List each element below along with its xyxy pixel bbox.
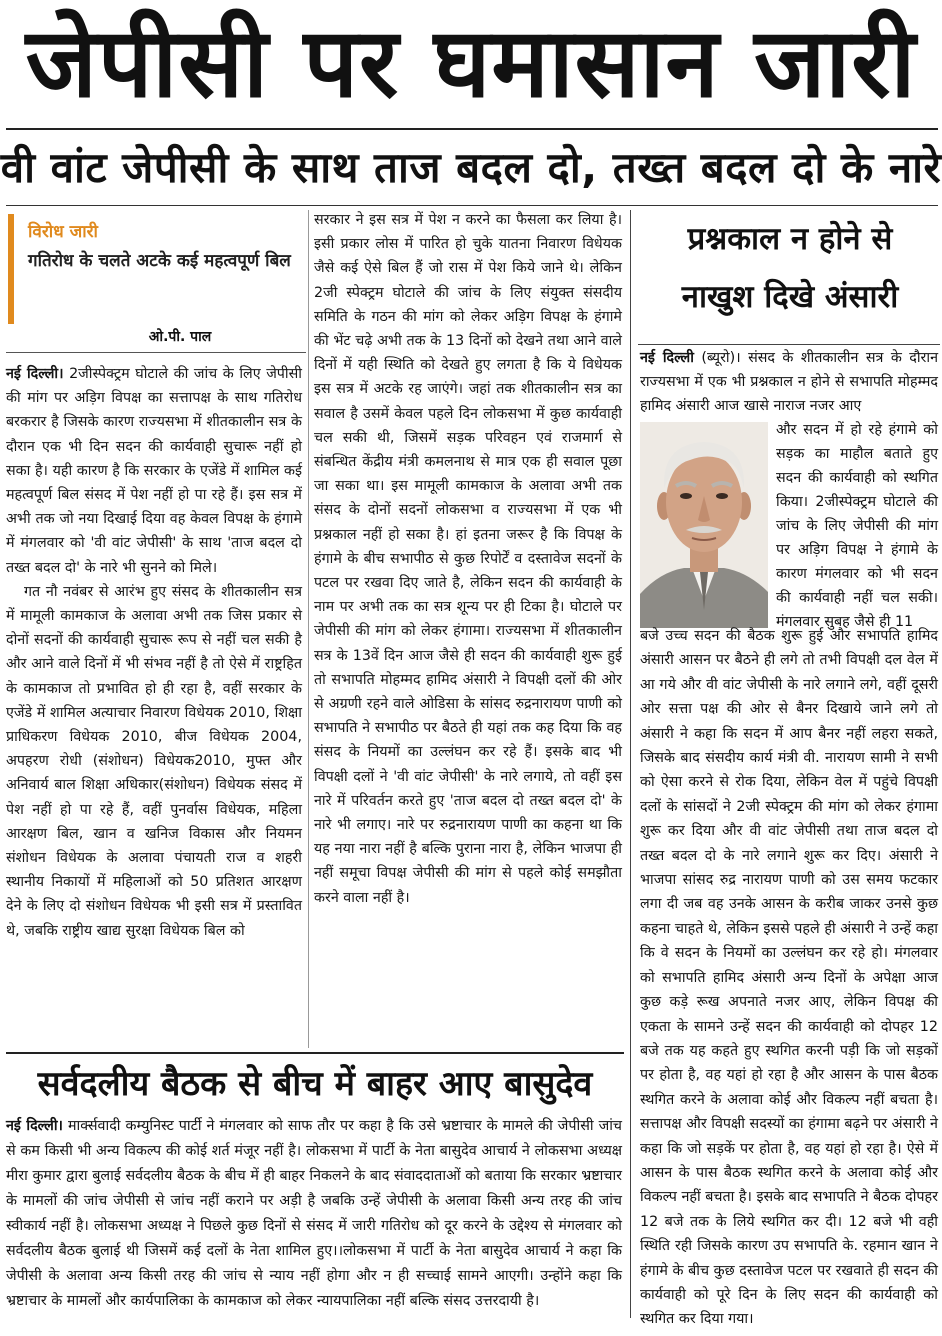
side-story-source: (ब्यूरो)। xyxy=(701,350,741,366)
subheadline-rule xyxy=(6,205,938,206)
sub-headline: वी वांट जेपीसी के साथ ताज बदल दो, तख्त बदल दो के नारे xyxy=(0,143,942,192)
bottom-story-dateline: नई दिल्ली। xyxy=(6,1118,63,1134)
kicker-text: गतिरोध के चलते अटके कई महत्वपूर्ण बिल xyxy=(28,251,291,271)
byline: ओ.पी. पाल xyxy=(148,329,212,345)
side-story-rule xyxy=(638,344,940,345)
side-story-headline-line-1: प्रश्नकाल न होने से xyxy=(687,221,893,257)
main-story-paragraph-1 xyxy=(6,362,302,580)
bottom-story-rule xyxy=(6,1052,624,1054)
kicker-box xyxy=(8,214,306,324)
side-story-headline-line-2: नाखुश दिखे अंसारी xyxy=(681,279,899,315)
bottom-story-body xyxy=(6,1114,622,1320)
main-headline: जेपीसी पर घमासान जारी xyxy=(25,7,917,119)
kicker-label: विरोध जारी xyxy=(28,222,98,242)
column-divider-1 xyxy=(308,210,309,1048)
bottom-story-text: मार्क्सवादी कम्युनिस्ट पार्टी ने मंगलवार को साफ तौर पर कहा है कि उसे भ्रष्टाचार के मामले की जेपीसी जांच से कम किसी भी अन्य विकल्प की कोई शर्त मंजूर नहीं है। लोकसभा में पार्टी के नेता बासुदेव आचार्य ने लोकसभा अध्यक्ष मीरा कुमार द्वारा बुलाई सर्वदलीय बैठक के बीच में ही बाहर निकलने के बाद संवाददाताओं को बताया कि सरकार भ्रष्टाचार के मामलों की जांच जेपीसी से जांच नहीं कराने पर अड़ी है जबकि उन्हें जेपीसी के अलावा किसी अन्य तरह की जांच स्वीकार्य नहीं है। लोकसभा अध्यक्ष ने पिछले कुछ दिनों से संसद में जारी गतिरोध को दूर करने के उद्देश्य से मंगलवार को सर्वदलीय बैठक बुलाई थी जिसमें कई दलों के नेता शामिल हुए।।लोकसभा में पार्टी के नेता बासुदेव आचार्य ने कहा कि जेपीसी के अलावा अन्य किसी तरह की जांच से न्याय नहीं होगा और न ही सच्चाई सामने आएगी। उन्होंने कहा कि भ्रष्टाचार के मामलों और कार्यपालिका के कामकाज को लेकर न्यायपालिका नहीं बल्कि संसद उत्तरदायी है। xyxy=(6,1118,622,1309)
main-story-column-1 xyxy=(6,362,302,1050)
headline-rule xyxy=(6,128,938,130)
byline-rule xyxy=(6,352,306,353)
ansari-photo xyxy=(640,422,768,628)
side-story-dateline: नई दिल्ली xyxy=(640,350,694,366)
side-story-intro xyxy=(640,346,938,418)
side-story-headline xyxy=(640,210,940,340)
bottom-story-headline: सर्वदलीय बैठक से बीच में बाहर आए बासुदेव xyxy=(37,1064,593,1104)
main-story-column-2 xyxy=(314,208,622,1050)
main-story-text-1: 2जीस्पेक्ट्रम घोटाले की जांच के लिए जेपीसी की मांग पर अड़िग विपक्ष का सत्तापक्ष के साथ गतिरोध बरकरार है जिसके कारण राज्यसभा में शीतकालीन सत्र के दौरान एक भी दिन सदन की कार्यवाही सुचारू नहीं हो सका है। यही कारण है कि सरकार के एजेंडे में शामिल कई महत्वपूर्ण बिल संसद में पेश नहीं हो पा रहे हैं। इस सत्र में अभी तक जो नया दिखाई दिया वह केवल विपक्ष के हंगामे में मंगलवार को 'वी वांट जेपीसी' के साथ 'ताज बदल दो तख्त बदल दो' के नारे भी सुनने को मिले। xyxy=(6,366,302,576)
side-story-intro-text: संसद के शीतकालीन सत्र के दौरान राज्यसभा में एक भी प्रश्नकाल न होने से सभापति मोहम्मद हामिद अंसारी आज खासे नाराज नजर आए xyxy=(640,350,939,414)
main-story-paragraph-2: गत नौ नवंबर से आरंभ हुए संसद के शीतकालीन सत्र में मामूली कामकाज के अलावा अभी तक जिस प्रकार से दोनों सदनों की कार्यवाही सुचारू रूप से नहीं चल सकी है और आने वाले दिनों में भी संभव नहीं है तो ऐसे में राष्ट्रहित के कामकाज तो प्रभावित हो ही रहा है, वहीं सरकार के एजेंडे में शामिल अत्याचार निवारण विधेयक 2010, शिक्षा प्राधिकरण विधेयक 2010, बीज विधेयक 2004, अपहरण रोधी (संशोधन) विधेयक2010, मुफ्त और अनिवार्य बाल शिक्षा अधिकार(संशोधन) विधेयक संसद में पेश नहीं हो पा रहे हैं, वहीं पुनर्वास विधेयक, महिला आरक्षण बिल, खान व खनिज विकास और नियमन संशोधन विधेयक के अलावा पंचायती राज व शहरी स्थानीय निकायों में महिलाओं को 50 प्रतिशत आरक्षण देने के लिए दो संशोधन विधेयक भी इसी सत्र में प्रस्तावित थे, जबकि राष्ट्रीय खाद्य सुरक्षा विधेयक बिल को xyxy=(6,583,302,939)
portrait-image xyxy=(640,422,768,628)
main-story-paragraph-3: सरकार ने इस सत्र में पेश न करने का फैसला कर लिया है। इसी प्रकार लोस में पारित हो चुके यातना निवारण विधेयक जैसे कई ऐसे बिल हैं जो रास में पेश किये जाने थे। लेकिन 2जी स्पेक्ट्रम घोटाले की जांच के लिए संयुक्त संसदीय समिति के गठन की मांग को लेकर अड़िग विपक्ष के हंगामे की भेंट चढ़े अभी तक के 13 दिनों को देखने तथा आने वाले दिनों में यही स्थिति को देखते हुए लगता है कि ये विधेयक इस सत्र में अटके रह जाएंगे। जहां तक शीतकालीन सत्र का सवाल है उसमें केवल पहले दिन लोकसभा में कुछ कार्यवाही चल सकी थी, जिसमें सड़क परिवहन एवं राजमार्ग से संबन्धित केंद्रीय मंत्री कमलनाथ से मात्र एक ही सवाल पूछा जा सका था। इस मामूली कामकाज के अलावा अभी तक संसद के दोनों सदनों लोकसभा व राज्यसभा में एक भी प्रश्नकाल नहीं हो सका है। हां इतना जरूर है कि विपक्ष के हंगामे के बीच सभापीठ से कुछ रिपोर्टें व दस्तावेज सदनों के पटल पर रखवा दिए जाते है, लेकिन सदन की कार्यवाही के नाम पर अभी तक का सत्र शून्य पर ही टिका है। घोटाले पर जेपीसी की मांग को लेकर हंगामा। राज्यसभा में शीतकालीन सत्र के 13वें दिन आज जैसे ही सदन की कार्यवाही शुरू हुई तो सभापति मोहम्मद हामिद अंसारी ने विपक्षी दलों की ओर से अग्रणी रहने वाले ओडिसा के सांसद रुद्रनारायण पाणी को सभापति ने सभापीठ पर बैठते ही यहां तक कह दिया कि वह संसद के नियमों का उल्लंघन कर रहे हैं। इसके बाद भी विपक्षी दलों ने 'वी वांट जेपीसी' के नारे लगाये, तो वहीं इस नारे में परिवर्तन करते हुए 'ताज बदल दो तख्त बदल दो' के नारे भी लगाए। नारे पर रुद्रनारायण पाणी का कहना था कि यह नया नारा नहीं है बल्कि पुराना नारा है, लेकिन भाजपा ही नहीं समूचा विपक्ष जेपीसी की मांग से पहले कोई समझौता करने वाला नहीं है। xyxy=(314,212,622,906)
side-story-column-beside-photo: और सदन में हो रहे हंगामे को सड़क का माहौल बताते हुए सदन की कार्यवाही को स्थगित किया। 2जीस्पेक्ट्रम घोटाले की जांच के लिए जेपीसी की मांग पर अड़िग विपक्ष ने हंगामे के कारण मंगलवार को भी सदन की कार्यवाही नहीं चल सकी। मंगलवार सुबह जैसे ही 11 xyxy=(776,422,938,630)
column-divider-2 xyxy=(630,210,631,1318)
main-story-dateline: नई दिल्ली। xyxy=(6,366,64,382)
side-story-column-bottom: बजे उच्च सदन की बैठक शुरू हुई और सभापति हामिद अंसारी आसन पर बैठने ही लगे तो तभी विपक्षी दल वेल में आ गये और वी वांट जेपीसी के नारे लगाने लगे, वहीं दूसरी ओर सत्ता पक्ष की ओर से बैनर दिखाये जाने लगे तो अंसारी ने कहा कि सदन में आप बैनर नहीं लहरा सकते, जिसके बाद संसदीय कार्य मंत्री वी. नारायण सामी ने सभी को ऐसा करने से रोक दिया, लेकिन वेल में पहुंचे विपक्षी दलों के सांसदों ने 2जी स्पेक्ट्रम की मांग को लेकर हंगामा शुरू कर दिया और वी वांट जेपीसी तथा ताज बदल दो तख्त बदल दो के नारे लगाने शुरू कर दिए। अंसारी ने भाजपा सांसद रुद्र नारायण पाणी को उस समय फटकार लगा दी जब वह उनके आसन के करीब जाकर उनसे कुछ कहना चाहते थे, लेकिन इससे पहले ही अंसारी ने उन्हें कहा कि वे सदन के नियमों का उल्लंघन कर रहे हो। मंगलवार को सभापति हामिद अंसारी अन्य दिनों के अपेक्षा आज कुछ कड़े रूख अपनाते नजर आए, लेकिन विपक्ष की एकता के सामने उन्हें सदन की कार्यवाही को दोपहर 12 बजे तक यह कहते हुए स्थगित करनी पड़ी कि जो सड़कों पर होता है, वह यहां हो रहा है और आसन के पास बैठक स्थगित करने के अलावा कोई और विकल्प नहीं बचता है। सत्तापक्ष और विपक्षी सदस्यों का हंगामा बढ़ने पर अंसारी ने कहा कि जो सड़कें पर होता है, वह यहां हो रहा है। ऐसे में आसन के पास बैठक स्थगित करने के अलावा कोई और विकल्प नहीं बचता है। इसके बाद सभापति ने बैठक दोपहर 12 बजे तक के लिये स्थगित कर दी। 12 बजे भी वही स्थिति रही जिसके कारण उप सभापति के. रहमान खान ने हंगामे के बीच कुछ दस्तावेज पटल पर रखवाते ही सदन की कार्यवाही को पूरे दिन के लिए सदन की कार्यवाही को स्थगित कर दिया गया। xyxy=(640,628,938,1328)
